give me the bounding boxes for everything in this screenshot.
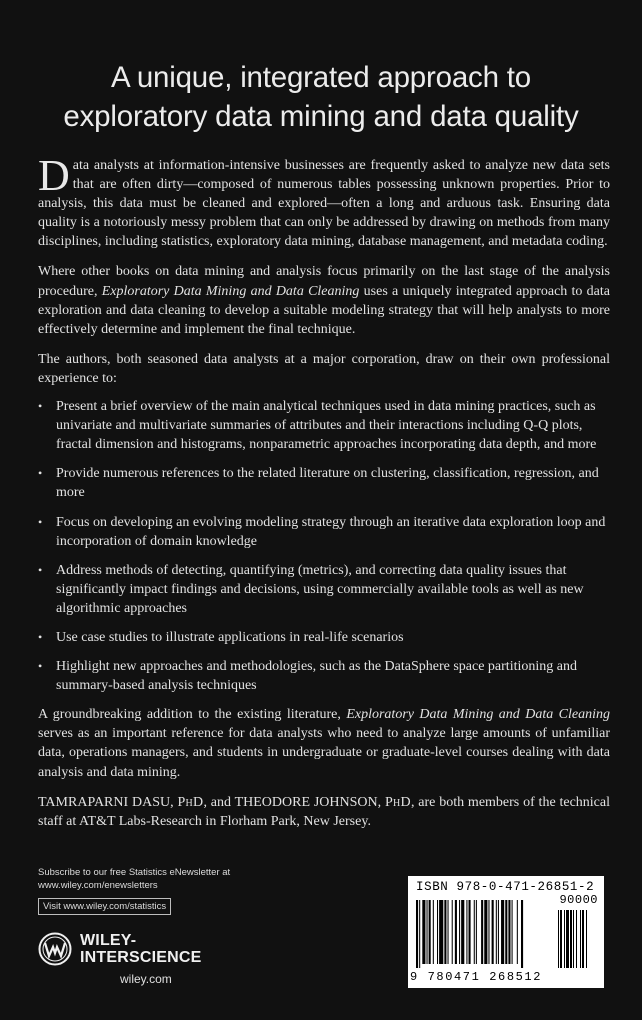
isbn-barcode	[408, 876, 604, 988]
bullet-icon: •	[38, 629, 43, 644]
barcode-bar	[492, 900, 494, 964]
barcode-bar	[448, 900, 449, 964]
author-sep: ,	[170, 794, 178, 810]
list-item	[38, 628, 610, 647]
barcode-bar	[466, 900, 467, 964]
publisher-url[interactable]: wiley.com	[120, 972, 172, 986]
author-degree-1: PhD	[177, 794, 204, 810]
barcode-bar	[505, 900, 507, 964]
bullet-icon: •	[38, 466, 43, 481]
barcode-addon-bar	[560, 910, 562, 968]
closing-before: A groundbreaking addition to the existing literature,	[38, 707, 347, 723]
intro-paragraph-1-text: ata analysts at information-intensive businesses are frequently asked to analyze new data sets that are often dirty—composed of numerous tables possessing unknown properties. Prior to analysis, this data must be cleaned and explored—often a long and arduous task. Ensuring data quality is a notoriously messy problem that can only be addressed by drawing on methods from many disciplines, including statistics, exploratory data mining, database management, and metadata coding.	[38, 158, 610, 250]
closing-after: serves as an important reference for data analysts who need to analyze large amounts of unfamiliar data, operations managers, and students in undergraduate or graduate-level courses dealing with data analysis and data mining.	[38, 726, 610, 780]
author-sep: ,	[377, 794, 385, 810]
barcode-addon-bar	[573, 910, 574, 968]
barcode-addon-bar	[570, 910, 572, 968]
barcode-bar	[439, 900, 443, 964]
closing-paragraph	[38, 705, 610, 781]
barcode-bar	[427, 900, 428, 964]
barcode-bar	[433, 900, 434, 964]
barcode-bar	[484, 900, 487, 964]
publisher-name-line-2: INTERSCIENCE	[80, 949, 202, 966]
list-item	[38, 561, 610, 618]
author-bio	[38, 793, 610, 831]
barcode-digits: 9 780471 268512	[410, 970, 543, 984]
bullet-icon: •	[38, 399, 43, 414]
barcode-bar	[429, 900, 431, 964]
subscribe-text: Subscribe to our free Statistics eNewsletter at	[38, 867, 231, 878]
feature-list	[38, 397, 610, 695]
visit-link-box[interactable]: Visit www.wiley.com/statistics	[38, 898, 171, 915]
barcode-bar	[422, 900, 425, 964]
barcode-bar	[452, 900, 453, 964]
bullet-icon: •	[38, 659, 43, 674]
barcode-bar	[496, 900, 497, 964]
price-code: 90000	[559, 893, 598, 907]
list-item	[38, 397, 610, 454]
headline-line-2: exploratory data mining and data quality	[63, 100, 579, 133]
wiley-w-logo-icon	[38, 932, 72, 966]
list-item	[38, 513, 610, 551]
barcode-bar	[512, 900, 513, 964]
barcode-addon-bar	[576, 910, 577, 968]
barcode-bar	[476, 900, 477, 964]
intro-p2-before: Where other books on data mining and analysis focus primarily on the last stage of the analysis procedure,	[38, 264, 610, 299]
barcode-addon-bar	[566, 910, 569, 968]
list-item-text: Use case studies to illustrate applications in real-life scenarios	[56, 629, 404, 645]
book-title-italic: Exploratory Data Mining and Data Cleaning	[346, 707, 610, 723]
barcode-bar	[455, 900, 457, 964]
list-item-text: Provide numerous references to the related literature on clustering, classification, regression, and more	[56, 466, 599, 501]
barcode-bar	[521, 900, 523, 968]
barcode-addon-bar	[586, 910, 587, 968]
list-item	[38, 657, 610, 695]
barcode-bar	[501, 900, 504, 964]
list-item-text: Highlight new approaches and methodologies, such as the DataSphere space partitioning and summary-based analysis techniques	[56, 659, 577, 694]
intro-paragraph-2	[38, 262, 610, 338]
barcode-bar	[469, 900, 471, 964]
back-cover-body	[38, 151, 611, 842]
author-bio-rest: , are both members of the technical staff at AT&T Labs-Research in Florham Park, New Jersey.	[38, 794, 611, 829]
publisher-name	[80, 932, 202, 966]
author-name-2: THEODORE JOHNSON	[234, 794, 378, 810]
list-item	[38, 464, 610, 502]
barcode-bar	[444, 900, 446, 964]
barcode-bar	[517, 900, 518, 964]
drop-cap: D	[38, 151, 70, 200]
list-item-text: Address methods of detecting, quantifying (metrics), and correcting data quality issues that significantly impact findings and decisions, using commercially available tools as well as new algorithmic approaches	[56, 562, 584, 616]
newsletter-url[interactable]: www.wiley.com/enewsletters	[38, 880, 158, 891]
barcode-bar	[419, 900, 420, 968]
intro-p2-after: uses a uniquely integrated approach to data exploration and data cleaning to develop a suitable modeling strategy that will help analysts to more effectively determine and implement the final technique.	[38, 283, 610, 337]
barcode-bar	[461, 900, 464, 964]
newsletter-block	[38, 866, 278, 915]
barcode-addon-bar	[564, 910, 565, 968]
list-item-text: Present a brief overview of the main analytical techniques used in data mining practices, such as univariate and multivariate summaries of attributes and their interactions including Q-Q plots, fractal dimension and histograms, nonparametric approaches incorporating data depth, and more	[56, 399, 597, 453]
author-degree-2: PhD	[384, 794, 411, 810]
barcode-bar	[459, 900, 460, 964]
intro-paragraph-3: The authors, both seasoned data analysts at a major corporation, draw on their own professional experience to:	[38, 351, 610, 386]
barcode-bar	[498, 900, 499, 964]
author-and: , and	[203, 794, 235, 810]
intro-paragraph-1	[38, 151, 610, 251]
isbn-number: ISBN 978-0-471-26851-2	[416, 880, 595, 894]
publisher-logo-block	[38, 930, 238, 994]
barcode-bars	[416, 896, 596, 968]
headline-line-1: A unique, integrated approach to	[110, 61, 532, 94]
publisher-name-line-1: WILEY-	[80, 932, 137, 949]
bullet-icon: •	[38, 562, 43, 577]
barcode-bar	[488, 900, 489, 964]
bullet-icon: •	[38, 514, 43, 529]
barcode-addon-bar	[580, 910, 581, 968]
barcode-bar	[416, 900, 418, 968]
author-name-1: TAMRAPARNI DASU	[38, 794, 171, 810]
barcode-bar	[481, 900, 483, 964]
barcode-bar	[474, 900, 475, 964]
barcode-bar	[508, 900, 510, 964]
barcode-addon-bar	[582, 910, 584, 968]
barcode-bar	[437, 900, 438, 964]
cover-headline	[0, 58, 642, 136]
list-item-text: Focus on developing an evolving modeling strategy through an iterative data exploration loop and incorporation of domain knowledge	[56, 514, 606, 549]
book-title-italic: Exploratory Data Mining and Data Cleaning	[101, 283, 360, 299]
barcode-addon-bar	[558, 910, 559, 968]
